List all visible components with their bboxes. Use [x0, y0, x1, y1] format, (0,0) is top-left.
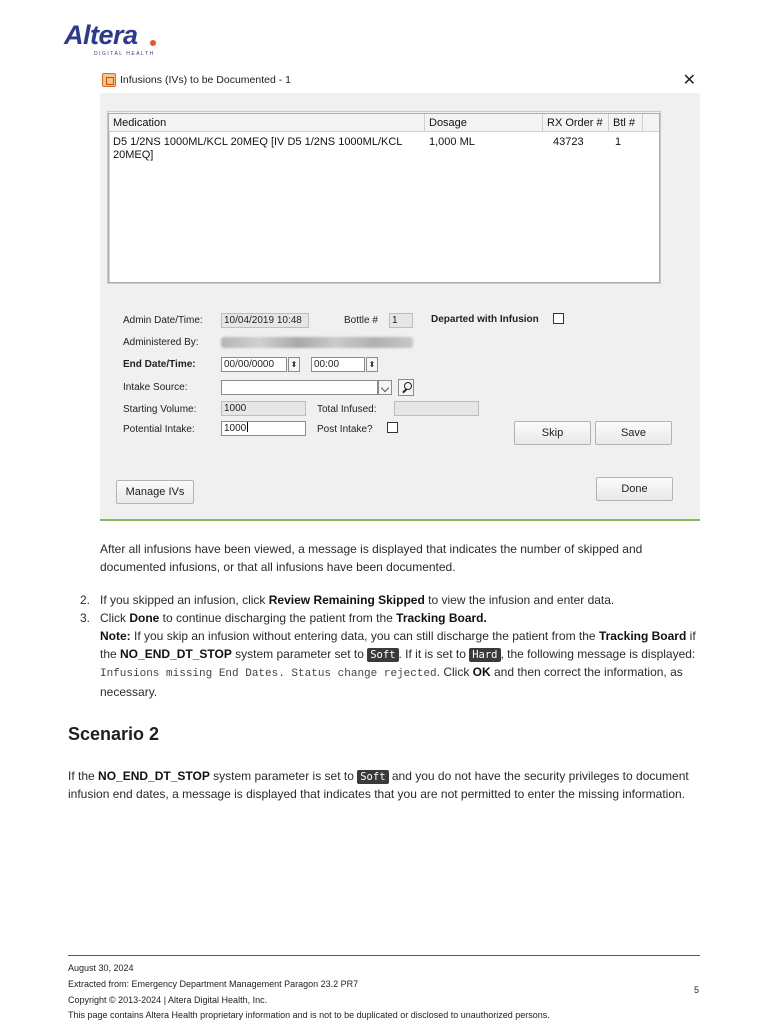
- cell-btl: 1: [615, 136, 622, 148]
- scenario-2-heading: Scenario 2: [68, 724, 160, 744]
- note-label: Note:: [100, 629, 131, 643]
- cell-rx-order: 43723: [553, 136, 584, 148]
- list-item-2: If you skipped an infusion, click Review Remaining Skipped to view the infusion and enter data.: [100, 593, 615, 607]
- dialog-body: [100, 93, 700, 521]
- bottle-label: Bottle #: [344, 315, 378, 326]
- grid-header: [109, 114, 659, 132]
- departed-with-infusion-checkbox[interactable]: [553, 313, 564, 324]
- page-number: 5: [694, 985, 700, 995]
- chevron-down-icon[interactable]: [378, 380, 392, 395]
- logo-dot: [150, 40, 156, 46]
- column-header-rx-order[interactable]: RX Order #: [543, 114, 609, 132]
- intake-source-label: Intake Source:: [123, 382, 188, 393]
- administered-by-redacted: [221, 337, 413, 348]
- bottle-field: 1: [389, 313, 413, 328]
- error-message-text: Infusions missing End Dates. Status change rejected: [100, 668, 437, 680]
- footer-copyright: Copyright © 2013-2024 | Altera Digital Health, Inc.: [68, 995, 268, 1005]
- logo-subtitle: DIGITAL HEALTH: [94, 51, 155, 57]
- list-number-3: 3.: [80, 611, 91, 625]
- hard-code-chip: Hard: [469, 648, 500, 662]
- manage-ivs-button[interactable]: Manage IVs: [116, 480, 194, 504]
- post-intake-checkbox[interactable]: [387, 422, 398, 433]
- text-caret: [247, 422, 248, 432]
- skip-button[interactable]: Skip: [514, 421, 591, 445]
- end-datetime-label: End Date/Time:: [123, 359, 196, 370]
- potential-intake-input[interactable]: [221, 421, 306, 436]
- dialog-titlebar: [100, 70, 700, 92]
- list-number-2: 2.: [80, 593, 91, 607]
- potential-intake-value: 1000: [224, 423, 247, 434]
- end-time-spinner-icon[interactable]: ⬍: [366, 357, 378, 372]
- end-date-input[interactable]: 00/00/0000: [221, 357, 287, 372]
- column-header-btl[interactable]: Btl #: [609, 114, 643, 132]
- potential-intake-label: Potential Intake:: [123, 424, 195, 435]
- departed-with-infusion-label: Departed with Infusion: [431, 314, 539, 325]
- footer-extracted: Extracted from: Emergency Department Management Paragon 23.2 PR7: [68, 979, 359, 989]
- review-remaining-skipped-term: Review Remaining Skipped: [268, 593, 425, 607]
- save-button[interactable]: Save: [595, 421, 672, 445]
- starting-volume-label: Starting Volume:: [123, 404, 197, 415]
- footer-proprietary: This page contains Altera Health proprietary information and is not to be duplicated or disclosed to unauthorized persons.: [68, 1010, 550, 1020]
- app-icon: [102, 73, 116, 87]
- soft-code-chip: Soft: [367, 648, 398, 662]
- intake-source-select[interactable]: [221, 380, 378, 395]
- list-item-3: Click Done to continue discharging the patient from the Tracking Board. Note: If you skip an infusion without entering data, you can still discharge the patient from the Tracking Board if the NO_END_DT_STOP system parameter set to Soft . If it is set to Hard , the following message is displayed: Infusions missing End Dates. Status change rejected. Click OK and then correct the information, as necessary.: [100, 611, 696, 699]
- footer-divider: [68, 955, 700, 956]
- end-date-spinner-icon[interactable]: ⬍: [288, 357, 300, 372]
- admin-datetime-label: Admin Date/Time:: [123, 315, 203, 326]
- end-time-input[interactable]: 00:00: [311, 357, 365, 372]
- soft-code-chip: Soft: [357, 770, 388, 784]
- total-infused-field: [394, 401, 479, 416]
- administered-by-label: Administered By:: [123, 337, 199, 348]
- post-intake-label: Post Intake?: [317, 424, 373, 435]
- infusion-grid[interactable]: [108, 113, 660, 283]
- starting-volume-field: 1000: [221, 401, 306, 416]
- footer-date: August 30, 2024: [68, 963, 134, 973]
- done-button[interactable]: Done: [596, 477, 673, 501]
- cell-dosage: 1,000 ML: [429, 136, 475, 148]
- logo-wordmark: Altera: [64, 20, 138, 50]
- cell-medication: D5 1/2NS 1000ML/KCL 20MEQ [IV D5 1/2NS 1000ML/KCL 20MEQ]: [113, 136, 402, 161]
- search-icon[interactable]: [398, 379, 414, 396]
- dialog-title: Infusions (IVs) to be Documented - 1: [120, 74, 291, 86]
- paragraph-after-infusions: After all infusions have been viewed, a message is displayed that indicates the number of skipped and documented infusions, or that all infusions have been documented.: [100, 542, 643, 574]
- admin-datetime-field: 10/04/2019 10:48: [221, 313, 309, 328]
- scenario-2-paragraph: If the NO_END_DT_STOP system parameter is set to Soft and you do not have the security privileges to document infusion end dates, a message is displayed that indicates that you are not permitted to enter the missing information.: [68, 769, 689, 801]
- altera-logo: [64, 20, 174, 60]
- column-header-medication[interactable]: Medication: [109, 114, 425, 132]
- close-icon[interactable]: ✕: [682, 72, 696, 89]
- total-infused-label: Total Infused:: [317, 404, 377, 415]
- column-header-dosage[interactable]: Dosage: [425, 114, 543, 132]
